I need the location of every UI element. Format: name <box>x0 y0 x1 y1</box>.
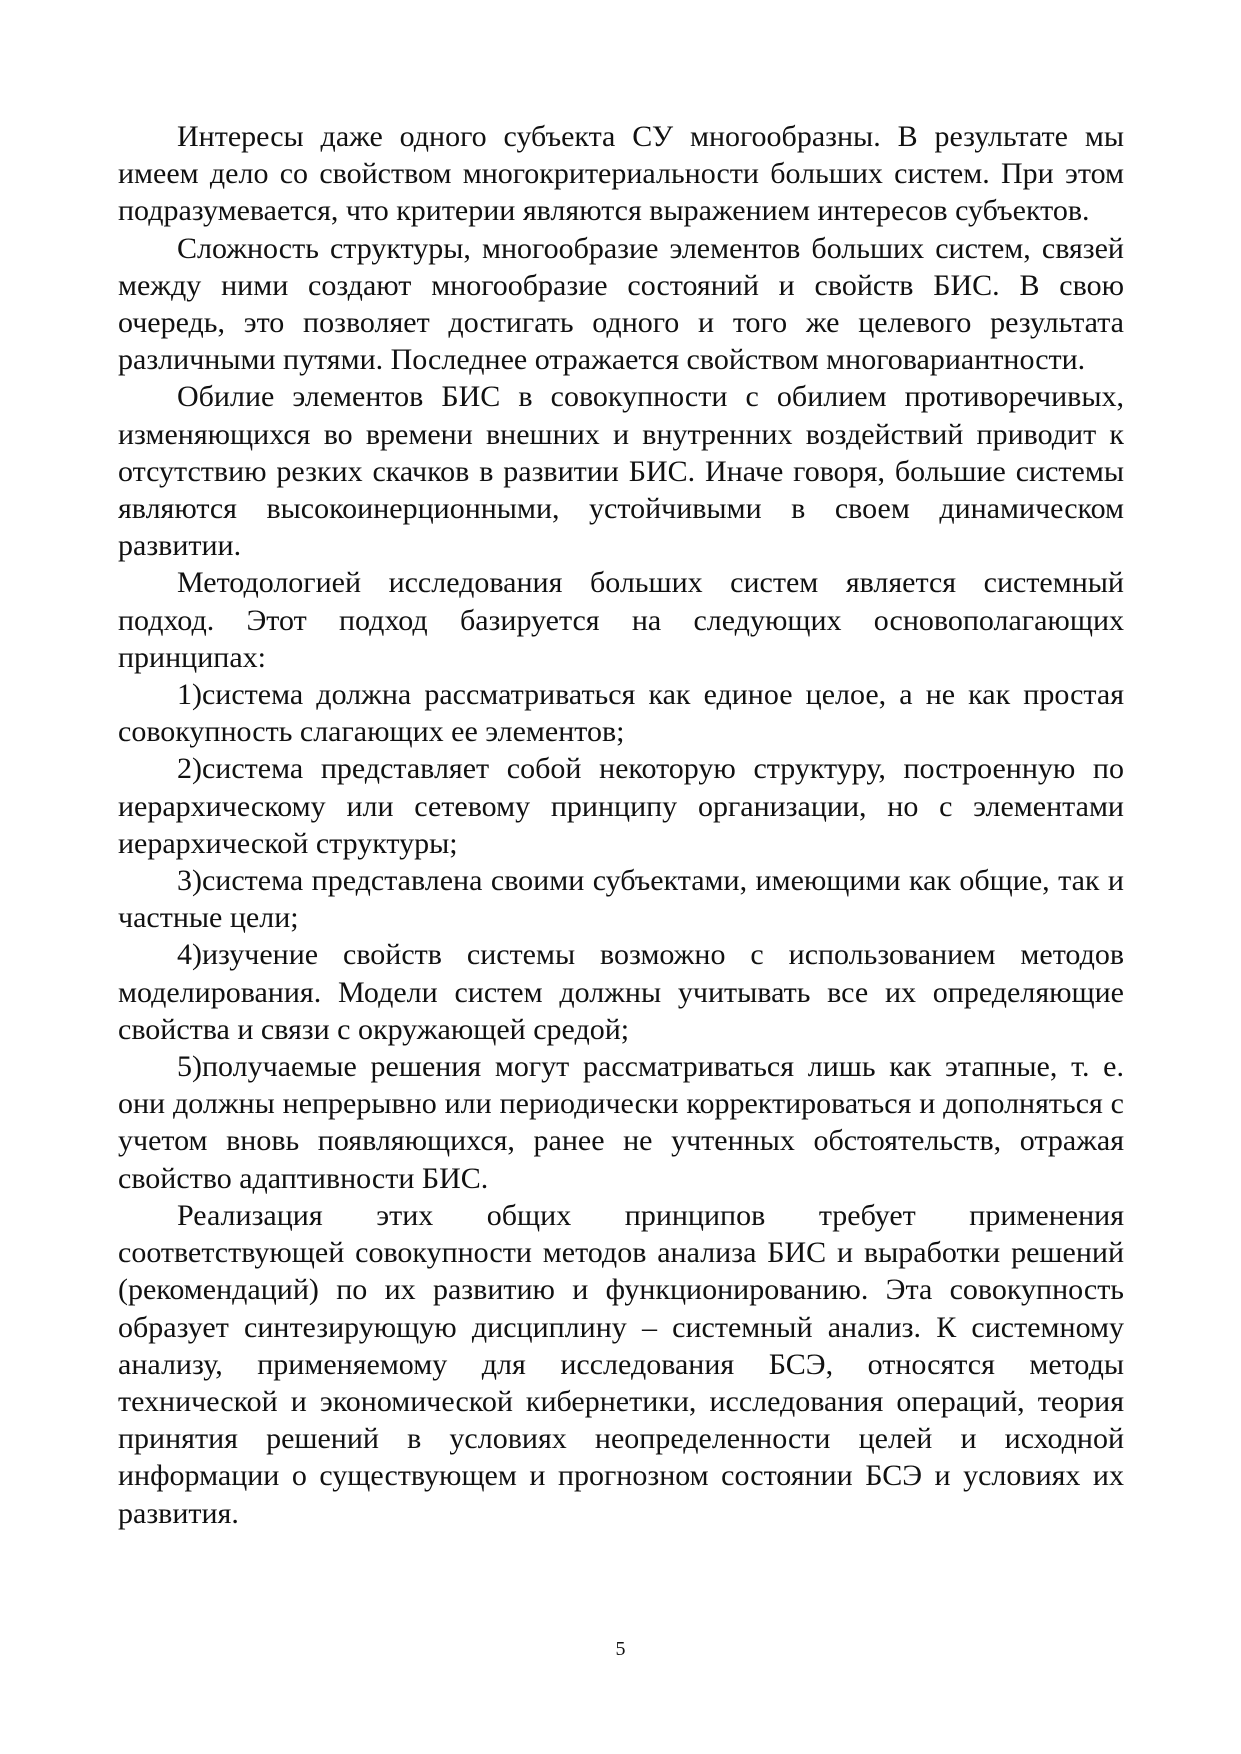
paragraph-system-analysis: Реализация этих общих принципов требует применения соответствующей совокупности методов анализа БИС и выработки решений (рекомендаций) по их развитию и функционированию. Эта совокупность образует синтезирующую дисциплину – системный анализ. К системному анализу, применяемому для исследования БСЭ, относятся методы технической и экономической кибернетики, исследования операций, теория принятия решений в условиях неопределенности целей и исходной информации о существующем и прогнозном состоянии БСЭ и условиях их развития. <box>118 1198 1124 1530</box>
list-item-principle-1: 1)система должна рассматриваться как единое целое, а не как простая совокупность слагающих ее элементов; <box>118 678 1124 749</box>
paragraph-inertia: Обилие элементов БИС в совокупности с обилием противоречивых, изменяющихся во времени внешних и внутренних воздействий приводит к отсутствию резких скачков в развитии БИС. Иначе говоря, большие системы являются высокоинерционными, устойчивыми в своем динамическом развитии. <box>118 380 1124 563</box>
list-item-principle-2: 2)система представляет собой некоторую структуру, построенную по иерархическому или сетевому принципу организации, но с элементами иерархической структуры; <box>118 752 1124 860</box>
body-text <box>118 118 1124 1532</box>
paragraph-structure: Сложность структуры, многообразие элементов больших систем, связей между ними создают многообразие состояний и свойств БИС. В свою очередь, это позволяет достигать одного и того же целевого результата различными путями. Последнее отражается свойством многовариантности. <box>118 231 1124 377</box>
paragraph-criteria: Интересы даже одного субъекта СУ многообразны. В результате мы имеем дело со свойством многокритериальности больших систем. При этом подразумевается, что критерии являются выражением интересов субъектов. <box>118 120 1124 228</box>
list-item-principle-3: 3)система представлена своими субъектами, имеющими как общие, так и частные цели; <box>118 864 1124 935</box>
paragraph-methodology: Методологией исследования больших систем является системный подход. Этот подход базируется на следующих основополагающих принципах: <box>118 566 1124 674</box>
list-item-principle-5: 5)получаемые решения могут рассматриваться лишь как этапные, т. е. они должны непрерывно или периодически корректироваться и дополняться с учетом вновь появляющихся, ранее не учтенных обстоятельств, отражая свойство адаптивности БИС. <box>118 1050 1124 1195</box>
list-item-principle-4: 4)изучение свойств системы возможно с использованием методов моделирования. Модели систем должны учитывать все их определяющие свойства и связи с окружающей средой; <box>118 938 1124 1046</box>
page-number: 5 <box>615 1638 626 1660</box>
